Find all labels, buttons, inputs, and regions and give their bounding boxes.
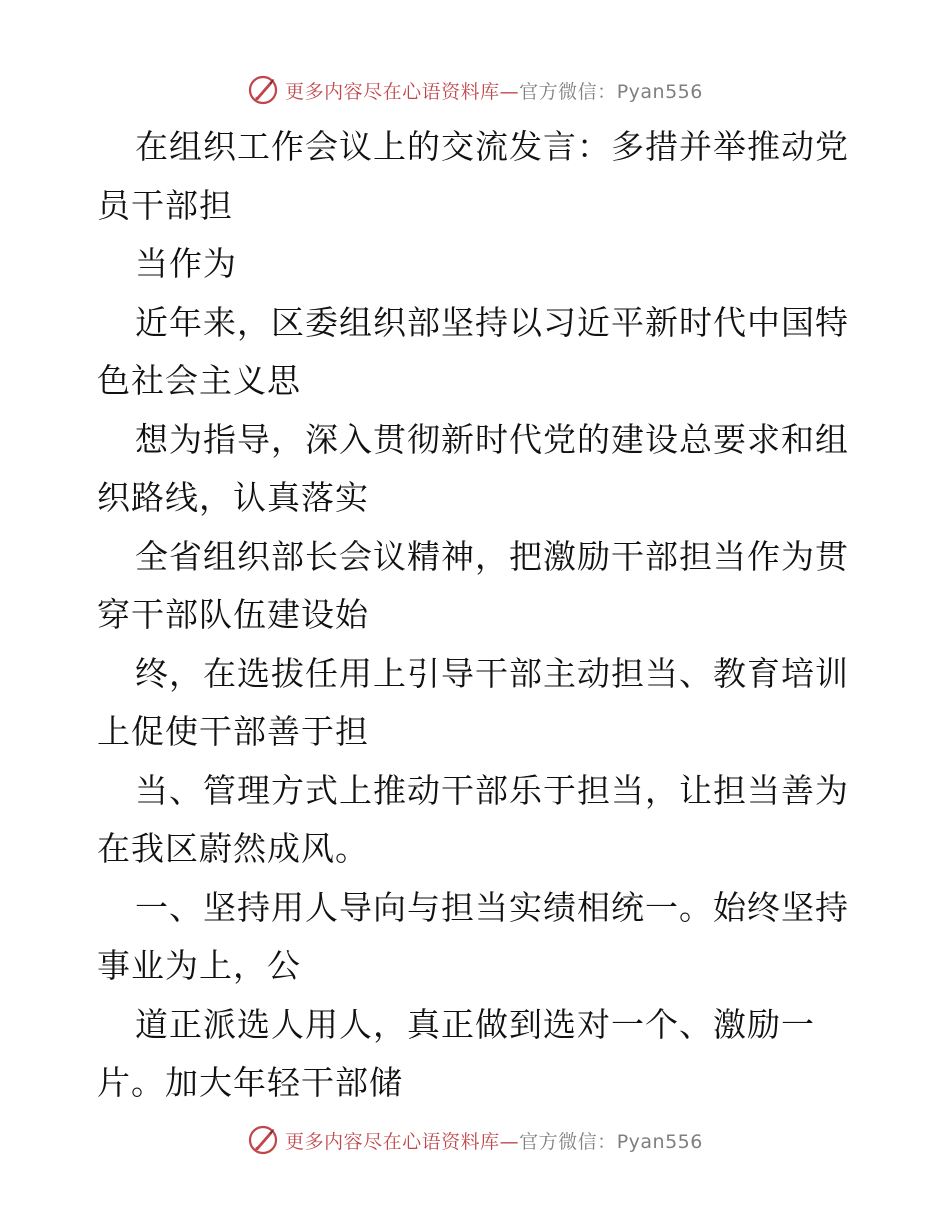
text-line: 想为指导，深入贯彻新时代党的建设总要求和组 — [135, 419, 849, 459]
banner-separator: — — [499, 80, 520, 103]
text-line: 织路线，认真落实 — [97, 478, 369, 517]
text-line: 上促使干部善于担 — [97, 712, 369, 751]
banner-wechat-account: Pyan556 — [616, 80, 703, 103]
text-line: 色社会主义思 — [97, 361, 301, 400]
banner-wechat-label: 官方微信： — [519, 1130, 617, 1153]
text-line: 道正派选人用人，真正做到选对一个、激励一 — [135, 1004, 815, 1044]
quill-pen-logo-icon — [247, 1124, 279, 1156]
banner-text — [285, 77, 703, 104]
text-line: 当、管理方式上推动干部乐于担当，让担当善为 — [135, 770, 849, 810]
banner-wechat-label: 官方微信： — [519, 80, 617, 103]
text-line: 片。加大年轻干部储 — [97, 1063, 403, 1102]
text-line: 全省组织部长会议精神，把激励干部担当作为贯 — [135, 536, 849, 576]
footer-banner — [0, 1120, 950, 1160]
banner-wechat-account: Pyan556 — [616, 1130, 703, 1153]
text-line: 当作为 — [135, 244, 237, 283]
banner-separator: — — [499, 1130, 520, 1153]
document-body — [97, 118, 857, 1113]
text-line: 在组织工作会议上的交流发言：多措并举推动党 — [135, 127, 849, 166]
quill-pen-logo-icon — [247, 74, 279, 106]
banner-text — [285, 1127, 703, 1154]
text-line: 事业为上，公 — [97, 946, 301, 985]
text-line: 近年来，区委组织部坚持以习近平新时代中国特 — [135, 302, 849, 342]
banner-brand: 更多内容尽在心语资料库 — [285, 80, 500, 103]
text-line: 终，在选拔任用上引导干部主动担当、教育培训 — [135, 653, 849, 693]
text-line: 在我区蔚然成风。 — [97, 829, 369, 868]
text-line: 穿干部队伍建设始 — [97, 595, 369, 634]
banner-brand: 更多内容尽在心语资料库 — [285, 1130, 500, 1153]
text-line: 一、坚持用人导向与担当实绩相统一。始终坚持 — [135, 887, 849, 927]
text-line: 员干部担 — [97, 185, 233, 225]
header-banner — [0, 70, 950, 110]
